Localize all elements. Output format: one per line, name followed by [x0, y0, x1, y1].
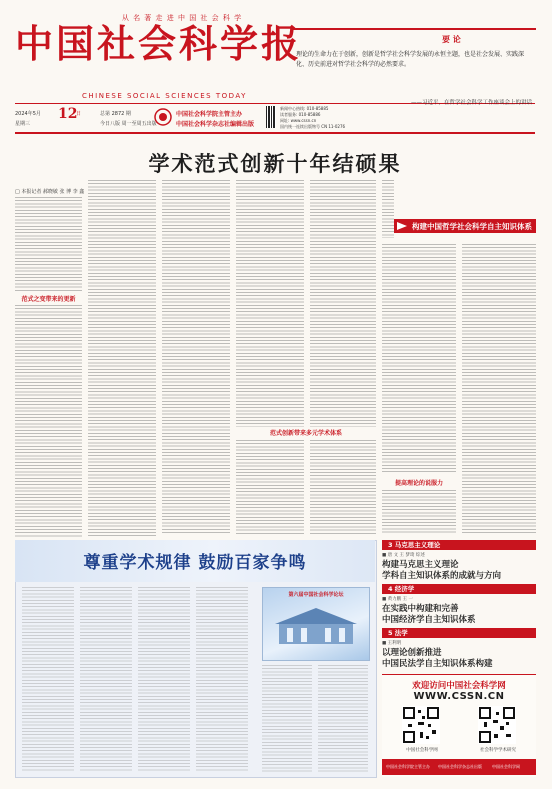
promo-box [382, 674, 536, 777]
side-banner [394, 219, 536, 233]
index-title-2a: 在实践中构建和完善 [382, 604, 459, 614]
issue-edition: 今日八版 周一至周五出版 [100, 121, 157, 127]
quote-author: ——习近平，在哲学社会科学工作座谈会上的讲话 [410, 100, 532, 106]
index-title-3a: 以理论创新推进 [382, 648, 442, 658]
barcode-icon [266, 106, 276, 128]
banner-col-1-text [22, 587, 74, 772]
byline: □ 本报记者 郝晓敏 张 博 李 鑫 [15, 189, 85, 195]
column-1-text [15, 197, 82, 293]
index-item-2[interactable] [382, 584, 536, 628]
side-banner-text: 构建中国哲学社会科学自主知识体系 [412, 222, 532, 231]
banner-col-2-text [80, 587, 132, 772]
index-title-3b: 中国民法学自主知识体系构建 [382, 659, 493, 669]
info-line-3: 网址: www.cssn.cn [280, 118, 317, 123]
index-item-3[interactable] [382, 628, 536, 672]
banner-title: 尊重学术规律 鼓励百家争鸣 [83, 553, 307, 573]
info-line-1: 新闻中心热线: 010-85885 [280, 106, 329, 111]
issue-weekday: 星期三 [15, 121, 31, 127]
headline: 学术范式创新十年结硕果 [148, 151, 402, 176]
promo-caption-2: 社会科学学术研究 [480, 748, 516, 753]
promo-caption-1: 中国社会科学网 [406, 748, 438, 753]
promo-url[interactable]: WWW.CSSN.CN [413, 691, 505, 702]
quote-text: 理论的生命力在于创新，创新是哲学社会科学发展的永恒主题，也是社会发展、实践深化、历史前进对哲学社会科学的必然要求。 [296, 51, 525, 68]
index-title-1b: 学科自主知识体系的成就与方向 [382, 571, 502, 581]
poster-image [262, 587, 370, 661]
sponsor-line-2: 中国社会科学杂志社编辑出版 [176, 121, 255, 128]
column-6-text [382, 244, 456, 474]
promo-footer-1: 中国社会科学院主管主办 [386, 764, 430, 769]
subhead-3: 范式创新带来多元学术体系 [269, 430, 342, 437]
sponsor-line-1: 中国社会科学院主管主办 [176, 111, 243, 118]
column-2-text [88, 180, 156, 538]
index-tag-2: 4 经济学 [382, 584, 536, 594]
issue-date: 2024年5月 [15, 111, 41, 117]
building-icon [271, 606, 361, 646]
masthead-slogan: 从 名 著 走 进 中 国 社 会 科 学 [121, 14, 243, 22]
column-7-text [462, 244, 536, 535]
poster-text: 第六届中国社会科学论坛 [288, 592, 344, 598]
column-5-text-lower [310, 440, 376, 535]
column-5-text [310, 180, 376, 427]
quote-box [292, 28, 536, 112]
info-line-2: 读者服务: 010-85886 [280, 112, 321, 117]
banner-col-6-text [318, 665, 368, 772]
promo-footer-2: 中国社会科学杂志社出版 [438, 764, 482, 769]
column-3-text [162, 180, 230, 535]
index-title-1a: 构建马克思主义理论 [382, 560, 459, 570]
promo-footer-3: 中国社会科学网 [492, 764, 520, 769]
column-6-text-top [382, 180, 394, 238]
index-author-1: ■ 唐 文 王 梦琦 综述 [382, 553, 425, 558]
qr-code-icon-2 [478, 706, 516, 744]
index-author-3: ■ 王利明 [382, 641, 402, 646]
column-4-text-lower [236, 440, 304, 535]
subhead-4: 提高理论的说服力 [394, 480, 443, 487]
quote-label: 要 论 [442, 35, 461, 44]
column-4-text [236, 180, 304, 427]
banner-col-4-text [196, 587, 248, 772]
promo-footer-bar [382, 759, 536, 775]
index-tag-1: 3 马克思主义理论 [382, 540, 536, 550]
promo-title: 欢迎访问中国社会科学网 [412, 681, 506, 691]
column-1-text-lower [15, 305, 82, 538]
subhead-1: 范式之变带来的更新 [21, 296, 76, 303]
index-tag-3: 5 法学 [382, 628, 536, 638]
banner-col-5-text [262, 665, 312, 772]
column-6-text-lower [382, 490, 456, 535]
issue-day-suffix: 日 [76, 111, 82, 117]
info-line-4: 国内统一连续出版物号 CN 11-0276 [280, 124, 346, 129]
issue-day: 12 [58, 106, 78, 122]
masthead-title-en: CHINESE SOCIAL SCIENCES TODAY [82, 92, 247, 100]
index-title-2b: 中国经济学自主知识体系 [382, 615, 476, 625]
qr-code-icon [402, 706, 440, 744]
index-author-2: ■ 黄力鹏 王 一 [382, 597, 414, 602]
cass-seal-icon [154, 108, 172, 126]
issue-number: 总第 2872 期 [100, 111, 131, 117]
masthead-title: 中国社会科学报 [15, 21, 303, 66]
banner-col-3-text [138, 587, 190, 772]
